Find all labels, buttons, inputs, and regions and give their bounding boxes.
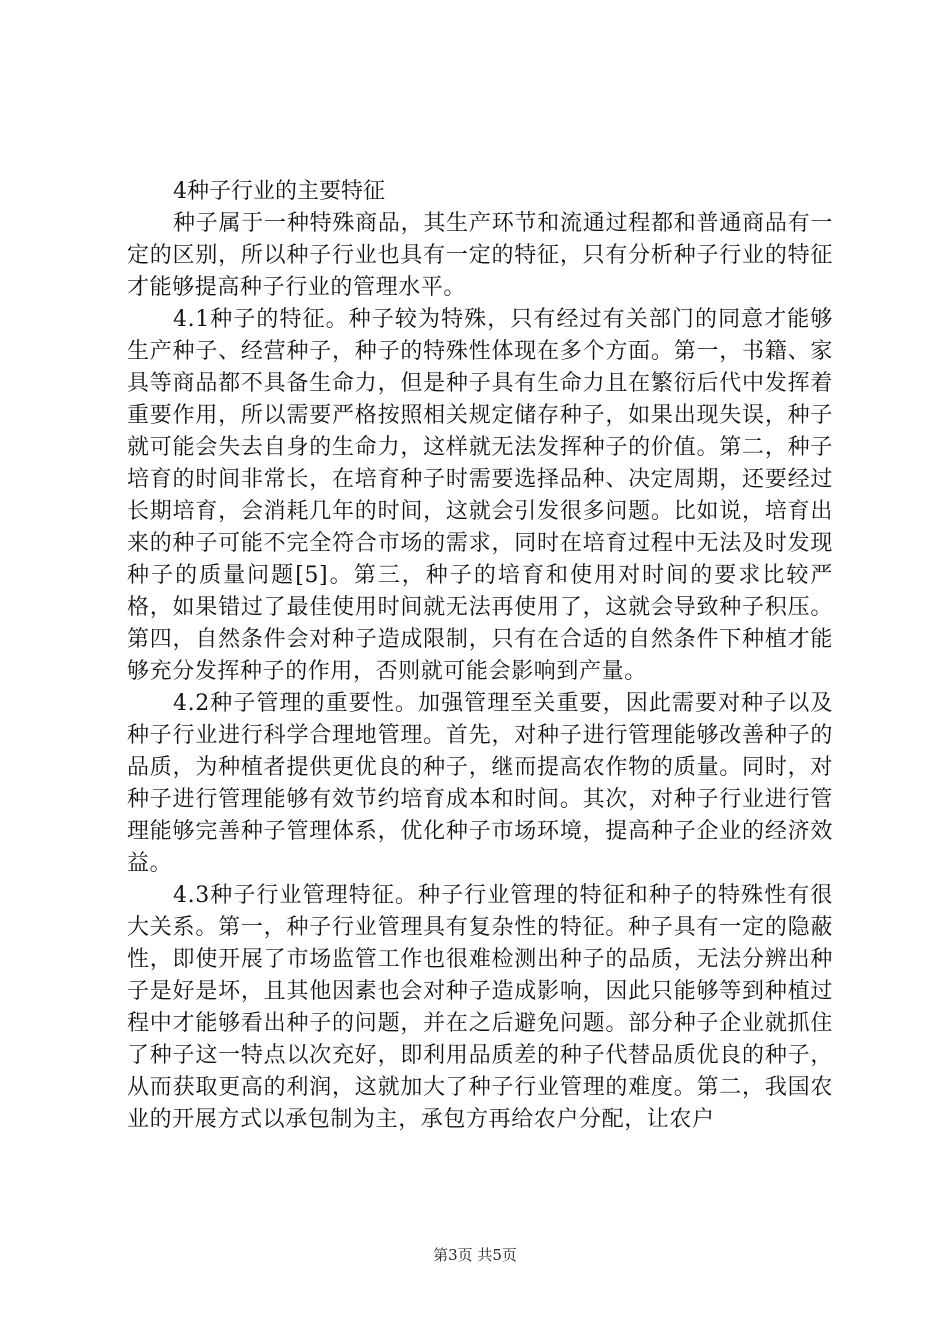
paragraph-4-3: 4.3种子行业管理特征。种子行业管理的特征和种子的特殊性有很大关系。第一，种子行业管理具有复杂性的特征。种子具有一定的隐蔽性，即使开展了市场监管工作也很难检测出种子的品质，无法分辨出种子是好是坏，且其他因素也会对种子造成影响，因此只能够等到种植过程中才能够看出种子的问题，并在之后避免问题。部分种子企业就抓住了种子这一特点以次充好，即利用品质差的种子代替品质优良的种子，从而获取更高的利润，这就加大了种子行业管理的难度。第二，我国农业的开展方式以承包制为主，承包方再给农户分配，让农户 (127, 883, 833, 1132)
page-footer: 第3页 共5页 (433, 1246, 517, 1264)
paragraph-4-1: 4.1种子的特征。种子较为特殊，只有经过有关部门的同意才能够生产种子、经营种子，种子的特殊性体现在多个方面。第一，书籍、家具等商品都不具备生命力，但是种子具有生命力且在繁衍后代中发挥着重要作用，所以需要严格按照相关规定储存种子，如果出现失误，种子就可能会失去自身的生命力，这样就无法发挥种子的价值。第二，种子培育的时间非常长，在培育种子时需要选择品种、决定周期，还要经过长期培育，会消耗几年的时间，这就会引发很多问题。比如说，培育出来的种子可能不完全符合市场的需求，同时在培育过程中无法及时发现种子的质量问题[5]。第三，种子的培育和使用对时间的要求比较严格，如果错过了最佳使用时间就无法再使用了，这就会导致种子积压。第四，自然条件会对种子造成限制，只有在合适的自然条件下种植才能够充分发挥种子的作用，否则就可能会影响到产量。 (127, 307, 833, 684)
paragraph-intro: 种子属于一种特殊商品，其生产环节和流通过程都和普通商品有一定的区别，所以种子行业也具有一定的特征，只有分析种子行业的特征才能够提高种子行业的管理水平。 (127, 211, 833, 300)
section-heading: 4种子行业的主要特征 (173, 179, 385, 204)
document-body (127, 176, 833, 1136)
paragraph-4-2: 4.2种子管理的重要性。加强管理至关重要，因此需要对种子以及种子行业进行科学合理地管理。首先，对种子进行管理能够改善种子的品质，为种植者提供更优良的种子，继而提高农作物的质量。同时，对种子进行管理能够有效节约培育成本和时间。其次，对种子行业进行管理能够完善种子管理体系，优化种子市场环境，提高种子企业的经济效益。 (127, 691, 833, 876)
